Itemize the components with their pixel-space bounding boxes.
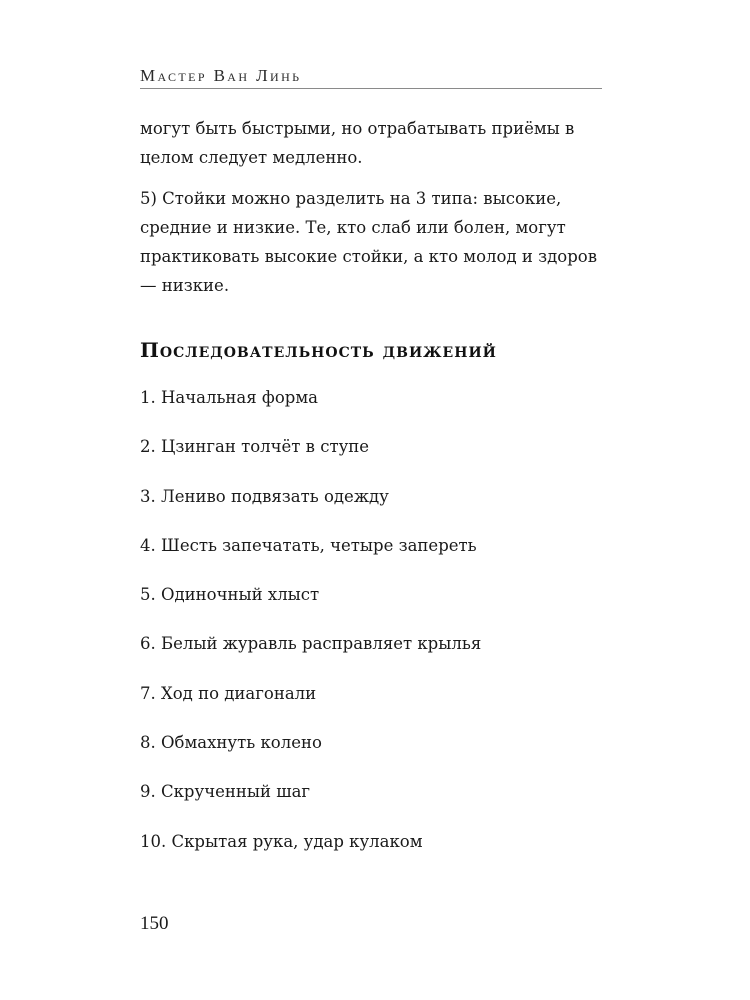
list-item: 6. Белый журавль расправляет крылья bbox=[140, 634, 482, 654]
list-item: 3. Лениво подвязать одежду bbox=[140, 486, 389, 506]
list-item: 1. Начальная форма bbox=[140, 388, 318, 407]
body-paragraph-1: могут быть быстрыми, но отрабатывать приёмы в целом следует медленно. bbox=[140, 119, 575, 167]
list-item: 2. Цзинган толчёт в ступе bbox=[140, 437, 370, 457]
section-title: Последовательность движений bbox=[140, 338, 497, 362]
list-item: 5. Одиночный хлыст bbox=[140, 585, 320, 605]
list-item: 8. Обмахнуть колено bbox=[140, 733, 322, 753]
list-item: 10. Скрытая рука, удар кулаком bbox=[140, 831, 423, 851]
body-paragraph-2: 5) Стойки можно разделить на 3 типа: высокие, средние и низкие. Те, кто слаб или болен, могут практиковать высокие стойки, а кто молод и здоров — низкие. bbox=[140, 189, 597, 295]
header-divider bbox=[140, 88, 602, 89]
list-item: 7. Ход по диагонали bbox=[140, 683, 317, 703]
list-item: 4. Шесть запечатать, четыре запереть bbox=[140, 535, 477, 555]
page-number: 150 bbox=[140, 913, 169, 934]
list-item: 9. Скрученный шаг bbox=[140, 782, 311, 802]
running-head-title: Мастер Ван Линь bbox=[140, 66, 302, 85]
movement-list bbox=[140, 384, 481, 877]
